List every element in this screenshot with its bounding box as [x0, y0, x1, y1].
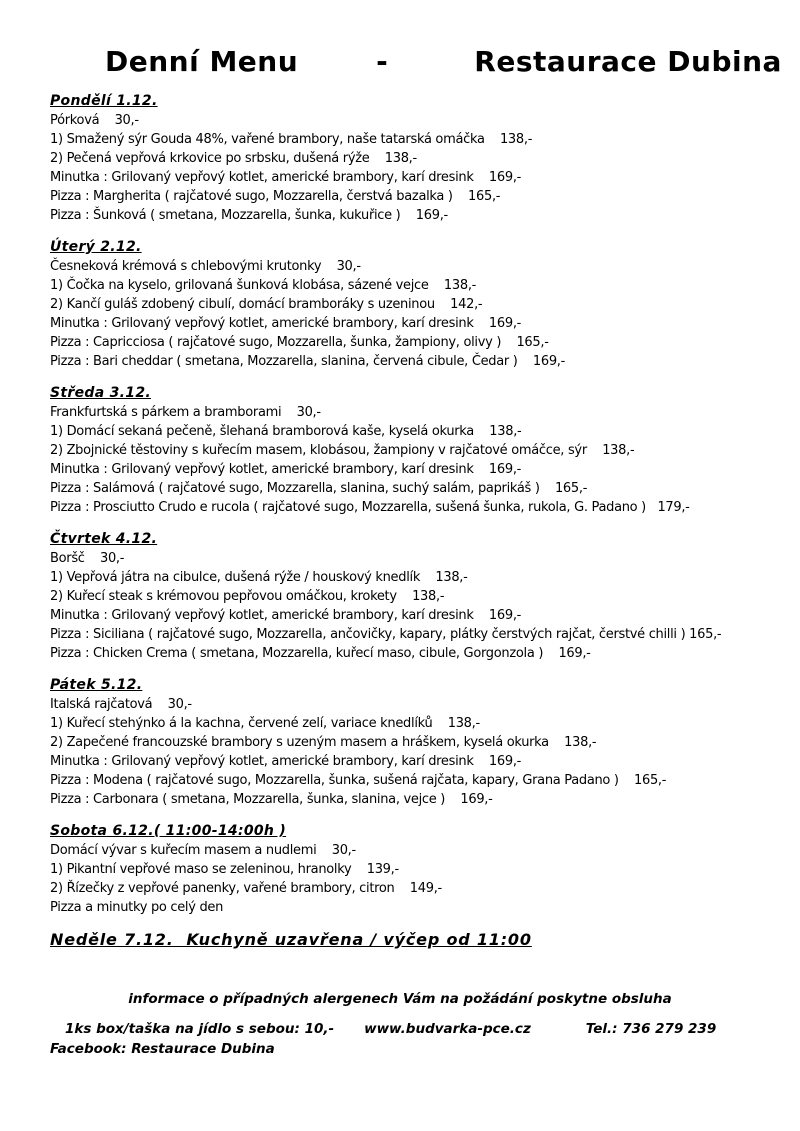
menu-line: 1) Čočka na kyselo, grilovaná šunková klobása, sázené vejce 138,-: [50, 278, 477, 293]
day-section: [50, 238, 800, 371]
document-title: [50, 45, 800, 78]
day-heading: Sobota 6.12.( 11:00-14:00h ): [50, 823, 287, 839]
menu-line: 1) Domácí sekaná pečeně, šlehaná bramborová kaše, kyselá okurka 138,-: [50, 424, 522, 439]
menu-line: Pizza : Bari cheddar ( smetana, Mozzarella, slanina, červená cibule, Čedar ) 169,-: [50, 354, 566, 369]
day-heading: Středa 3.12.: [50, 385, 151, 401]
menu-line: 2) Kuřecí steak s krémovou pepřovou omáčkou, krokety 138,-: [50, 589, 445, 604]
menu-line: Boršč 30,-: [50, 551, 125, 566]
menu-line: Minutka : Grilovaný vepřový kotlet, americké brambory, karí dresink 169,-: [50, 754, 522, 769]
day-lines: [50, 549, 800, 663]
menu-line: Česneková krémová s chlebovými krutonky 30,-: [50, 259, 361, 274]
day-heading: Pátek 5.12.: [50, 677, 143, 693]
menu-line: Minutka : Grilovaný vepřový kotlet, americké brambory, karí dresink 169,-: [50, 608, 522, 623]
menu-line: Pizza : Margherita ( rajčatové sugo, Mozzarella, čerstvá bazalka ) 165,-: [50, 189, 501, 204]
title-restaurant-name: Restaurace Dubina: [474, 45, 782, 78]
sunday-closure-note: Neděle 7.12. Kuchyně uzavřena / výčep od 11:00: [50, 930, 532, 949]
day-section: [50, 384, 800, 517]
phone-number: Tel.: 736 279 239: [585, 1021, 717, 1037]
day-section: [50, 92, 800, 225]
menu-line: Minutka : Grilovaný vepřový kotlet, americké brambory, karí dresink 169,-: [50, 316, 522, 331]
day-section: [50, 822, 800, 917]
day-heading: Pondělí 1.12.: [50, 93, 158, 109]
day-lines: [50, 257, 800, 371]
day-lines: [50, 111, 800, 225]
menu-line: Pizza : Siciliana ( rajčatové sugo, Mozzarella, ančovičky, kapary, plátky čerstvých rajčat, čerstvé chilli ) 165,-: [50, 627, 722, 642]
day-section: [50, 676, 800, 809]
menu-line: 2) Pečená vepřová krkovice po srbsku, dušená rýže 138,-: [50, 151, 417, 166]
menu-line: Pizza a minutky po celý den: [50, 900, 224, 915]
menu-line: Domácí vývar s kuřecím masem a nudlemi 30,-: [50, 843, 356, 858]
menu-line: 1) Kuřecí stehýnko á la kachna, červené zelí, variace knedlíků 138,-: [50, 716, 480, 731]
menu-line: Pizza : Carbonara ( smetana, Mozzarella, šunka, slanina, vejce ) 169,-: [50, 792, 493, 807]
day-lines: [50, 403, 800, 517]
title-menu-label: Denní Menu: [105, 45, 299, 78]
day-section: [50, 530, 800, 663]
menu-line: Pizza : Šunková ( smetana, Mozzarella, šunka, kukuřice ) 169,-: [50, 208, 448, 223]
day-lines: [50, 841, 800, 917]
menu-line: 1) Pikantní vepřové maso se zeleninou, hranolky 139,-: [50, 862, 399, 877]
menu-line: 2) Řízečky z vepřové panenky, vařené brambory, citron 149,-: [50, 881, 442, 896]
facebook-info: Facebook: Restaurace Dubina: [50, 1041, 275, 1057]
menu-line: Pizza : Capricciosa ( rajčatové sugo, Mozzarella, šunka, žampiony, olivy ) 165,-: [50, 335, 549, 350]
menu-line: Minutka : Grilovaný vepřový kotlet, americké brambory, karí dresink 169,-: [50, 170, 522, 185]
day-heading: Čtvrtek 4.12.: [50, 531, 158, 547]
menu-days: [50, 92, 800, 917]
menu-line: 2) Kančí guláš zdobený cibulí, domácí bramboráky s uzeninou 142,-: [50, 297, 483, 312]
allergen-note: informace o případných alergenech Vám na požádání poskytne obsluha: [128, 991, 672, 1007]
menu-line: Pizza : Modena ( rajčatové sugo, Mozzarella, šunka, sušená rajčata, kapary, Grana Padano ) 165,-: [50, 773, 667, 788]
website-link[interactable]: www.budvarka-pce.cz: [364, 1021, 531, 1037]
title-dash: -: [376, 45, 389, 78]
menu-line: Minutka : Grilovaný vepřový kotlet, americké brambory, karí dresink 169,-: [50, 462, 522, 477]
menu-line: 2) Zapečené francouzské brambory s uzeným masem a hráškem, kyselá okurka 138,-: [50, 735, 597, 750]
menu-line: Pizza : Prosciutto Crudo e rucola ( rajčatové sugo, Mozzarella, sušená šunka, rukola, G. Padano ) 179,-: [50, 500, 690, 515]
day-heading: Úterý 2.12.: [50, 239, 142, 255]
footer-row: [50, 1021, 800, 1037]
menu-line: 1) Smažený sýr Gouda 48%, vařené brambory, naše tatarská omáčka 138,-: [50, 132, 533, 147]
day-lines: [50, 695, 800, 809]
menu-line: Pizza : Salámová ( rajčatové sugo, Mozzarella, slanina, suchý salám, paprikáš ) 165,-: [50, 481, 588, 496]
takeaway-box-info: 1ks box/taška na jídlo s sebou: 10,-: [65, 1021, 335, 1037]
menu-line: Pizza : Chicken Crema ( smetana, Mozzarella, kuřecí maso, cibule, Gorgonzola ) 169,-: [50, 646, 591, 661]
menu-line: Frankfurtská s párkem a bramborami 30,-: [50, 405, 321, 420]
menu-line: Pórková 30,-: [50, 113, 139, 128]
menu-line: 2) Zbojnické těstoviny s kuřecím masem, klobásou, žampiony v rajčatové omáčce, sýr 138,-: [50, 443, 635, 458]
menu-line: Italská rajčatová 30,-: [50, 697, 192, 712]
menu-line: 1) Vepřová játra na cibulce, dušená rýže / houskový knedlík 138,-: [50, 570, 468, 585]
